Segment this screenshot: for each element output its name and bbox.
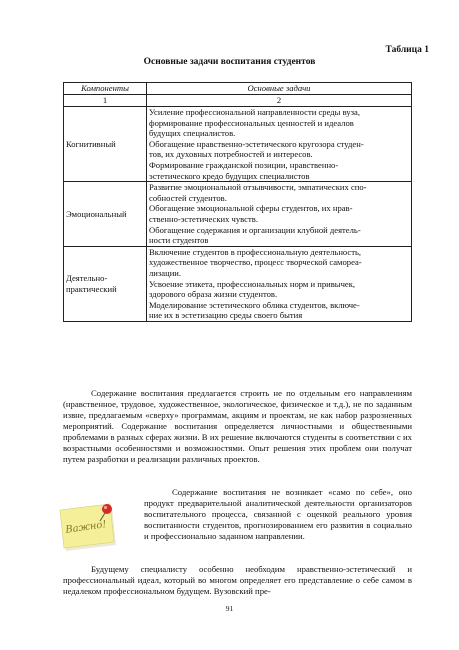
- task-line: Развитие эмоциональной отзывчивости, эмпатических спо-: [149, 182, 367, 193]
- table-row: [64, 246, 412, 321]
- task-line: Включение студентов в профессиональную деятельность,: [149, 246, 362, 257]
- task-line: формирование профессиональных ценностей и идеалов: [149, 117, 354, 128]
- paragraph: Содержание воспитания не возникает «само по себе», оно продукт предварительной аналитической деятельности организаторов воспитательного процесса, связанной с оценкой реального уровня воспитанности студентов, прогнозированием его развития в социально и профессионально заданном направлении.: [144, 487, 412, 541]
- component-cognitive: Когнитивный: [64, 107, 147, 182]
- component-line: практический: [66, 283, 117, 294]
- table-row: [64, 182, 412, 247]
- sticky-note-graphic: [56, 496, 118, 552]
- task-line: художественное творчество, процесс творческой самореа-: [149, 257, 362, 268]
- task-line: Обогащение содержания и организации клубной деятель-: [149, 224, 361, 235]
- task-line: Усиление профессиональной направленности среды вуза,: [149, 107, 360, 117]
- task-line: Обогащение нравственно-эстетического кругозора студен-: [149, 138, 364, 149]
- component-emotional: Эмоциональный: [64, 182, 147, 247]
- task-line: собностей студентов.: [149, 192, 227, 203]
- tasks-table: [63, 82, 412, 322]
- task-line: эстетического кредо будущих специалистов: [149, 170, 310, 181]
- component-line: Деятельно-: [66, 273, 108, 284]
- task-line: Моделирование эстетического облика студентов, включе-: [149, 299, 360, 310]
- task-line: ственно-эстетических чувств.: [149, 213, 258, 224]
- tasks-emotional: [147, 182, 412, 247]
- task-line: Усвоение этикета, профессиональных норм и привычек,: [149, 278, 356, 289]
- tasks-cognitive: [147, 107, 412, 182]
- header-components: Компоненты: [64, 83, 147, 95]
- task-line: Формирование гражданской позиции, нравственно-: [149, 159, 339, 170]
- task-line: будущих специалистов.: [149, 128, 236, 139]
- component-practical: [64, 246, 147, 321]
- column-number-row: [64, 95, 412, 107]
- task-line: ние их в эстетизацию среды своего бытия: [149, 310, 303, 321]
- note-text: Важно!: [64, 519, 108, 536]
- task-line: ности студентов: [149, 235, 209, 246]
- table-title: Основные задачи воспитания студентов: [143, 57, 316, 67]
- tasks-practical: [147, 246, 412, 321]
- sticky-note: [56, 496, 118, 552]
- column-number-1: 1: [64, 95, 147, 107]
- table-header-row: [64, 83, 412, 95]
- table-number: Таблица 1: [385, 45, 429, 55]
- header-tasks: Основные задачи: [147, 83, 412, 95]
- paragraph: Будущему специалисту особенно необходим нравственно-эстетический и профессиональный идеал, который во многом определяет его представление о себе самом в недалеком профессиональном будущем. Вузовский пре-: [63, 564, 412, 596]
- task-line: тов, их духовных потребностей и интересов.: [149, 149, 313, 160]
- paragraph: Содержание воспитания предлагается строить не по отдельным его направлениям (нравственное, трудовое, художественное, экологическое, физическое и т.д.), не по заданным извне, предлагаемым «сверху» программам, акциям и проектам, не как набор разрозненных мероприятий. Содержание воспитания определяется личностными и общественными проблемами в разных сферах жизни. В их решение включаются студенты в соответствии с их возрастными особенностями и возможностями. Опыт решения этих проблем они получат путем разработки и реализации различных проектов.: [63, 388, 412, 464]
- task-line: Обогащение эмоциональной сферы студентов, их нрав-: [149, 203, 353, 214]
- task-line: лизации.: [149, 267, 182, 278]
- column-number-2: 2: [147, 95, 412, 107]
- task-line: здорового образа жизни студентов.: [149, 289, 278, 300]
- page-number: 91: [225, 604, 234, 613]
- table-row: [64, 107, 412, 182]
